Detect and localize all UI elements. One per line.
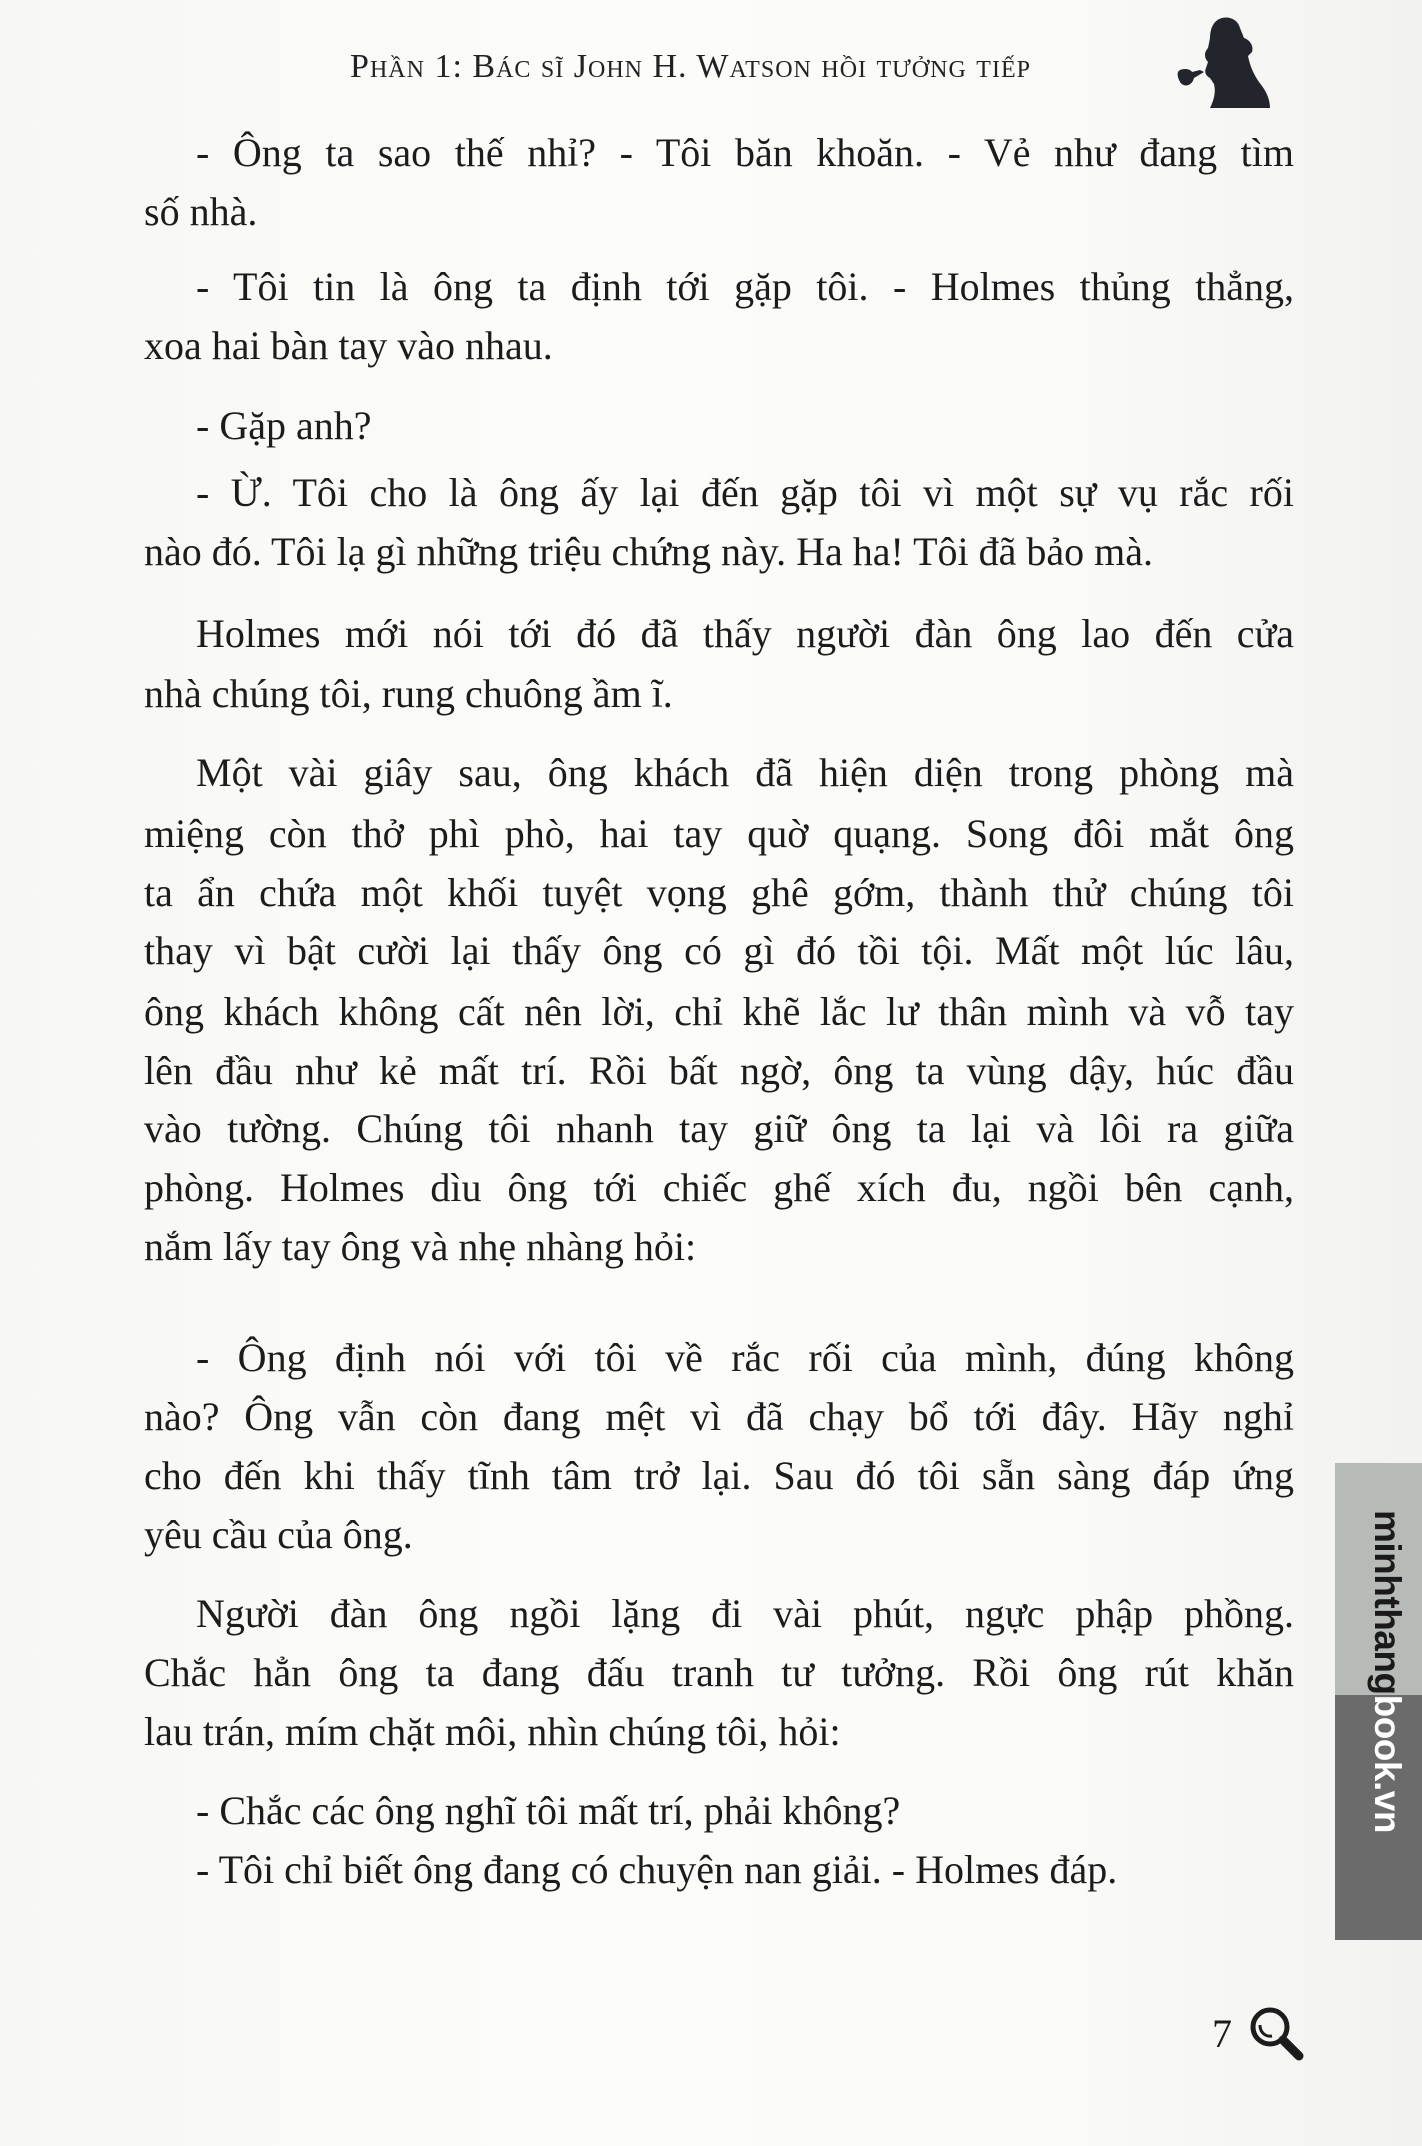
text-line: số nhà. <box>144 189 258 234</box>
text-line: - Tôi chỉ biết ông đang có chuyện nan giải. - Holmes đáp. <box>196 1847 1118 1892</box>
text-line: yêu cầu của ông. <box>144 1512 413 1557</box>
text-line: Một vài giây sau, ông khách đã hiện diện trong phòng mà <box>196 750 1294 795</box>
page-number: 7 <box>1212 2011 1232 2056</box>
text-line: - Gặp anh? <box>196 403 372 448</box>
publisher-watermark <box>1367 1510 1410 1833</box>
text-line: miệng còn thở phì phò, hai tay quờ quạng. Song đôi mắt ông <box>144 811 1294 856</box>
text-line: nào đó. Tôi lạ gì những triệu chứng này. Ha ha! Tôi đã bảo mà. <box>144 529 1154 574</box>
running-header: Phần 1: Bác sĩ John H. Watson hồi tưởng tiếp <box>350 48 1031 85</box>
text-line: xoa hai bàn tay vào nhau. <box>144 323 553 368</box>
text-line: phòng. Holmes dìu ông tới chiếc ghế xích đu, ngồi bên cạnh, <box>144 1165 1294 1210</box>
text-line: Holmes mới nói tới đó đã thấy người đàn ông lao đến cửa <box>196 611 1294 656</box>
sherlock-silhouette-icon <box>1170 16 1275 108</box>
text-line: lau trán, mím chặt môi, nhìn chúng tôi, hỏi: <box>144 1709 841 1754</box>
text-line: nào? Ông vẫn còn đang mệt vì đã chạy bổ tới đây. Hãy nghỉ <box>144 1394 1294 1439</box>
text-line: cho đến khi thấy tĩnh tâm trở lại. Sau đó tôi sẵn sàng đáp ứng <box>144 1453 1294 1498</box>
text-line: thay vì bật cười lại thấy ông có gì đó tồi tội. Mất một lúc lâu, <box>144 928 1294 973</box>
text-line: Chắc hẳn ông ta đang đấu tranh tư tưởng. Rồi ông rút khăn <box>144 1650 1294 1695</box>
magnifier-icon <box>1248 2005 1304 2061</box>
text-line: nắm lấy tay ông và nhẹ nhàng hỏi: <box>144 1224 697 1269</box>
text-line: ông khách không cất nên lời, chỉ khẽ lắc lư thân mình và vỗ tay <box>144 989 1294 1034</box>
text-line: - Ông định nói với tôi về rắc rối của mình, đúng không <box>196 1335 1294 1380</box>
text-line: - Ừ. Tôi cho là ông ấy lại đến gặp tôi vì một sự vụ rắc rối <box>196 470 1294 515</box>
text-line: ta ẩn chứa một khối tuyệt vọng ghê gớm, thành thử chúng tôi <box>144 870 1294 915</box>
text-line: - Chắc các ông nghĩ tôi mất trí, phải không? <box>196 1788 901 1833</box>
text-line: lên đầu như kẻ mất trí. Rồi bất ngờ, ông ta vùng dậy, húc đầu <box>144 1048 1294 1093</box>
text-line: vào tường. Chúng tôi nhanh tay giữ ông ta lại và lôi ra giữa <box>144 1106 1294 1151</box>
watermark-light-part: book.vn <box>1367 1694 1408 1833</box>
watermark-dark-part: minhthang <box>1367 1510 1408 1695</box>
text-line: - Ông ta sao thế nhỉ? - Tôi băn khoăn. - Vẻ như đang tìm <box>196 130 1294 175</box>
text-line: Người đàn ông ngồi lặng đi vài phút, ngực phập phồng. <box>196 1591 1294 1636</box>
text-line: nhà chúng tôi, rung chuông ầm ĩ. <box>144 671 673 716</box>
text-line: - Tôi tin là ông ta định tới gặp tôi. - Holmes thủng thẳng, <box>196 264 1294 309</box>
